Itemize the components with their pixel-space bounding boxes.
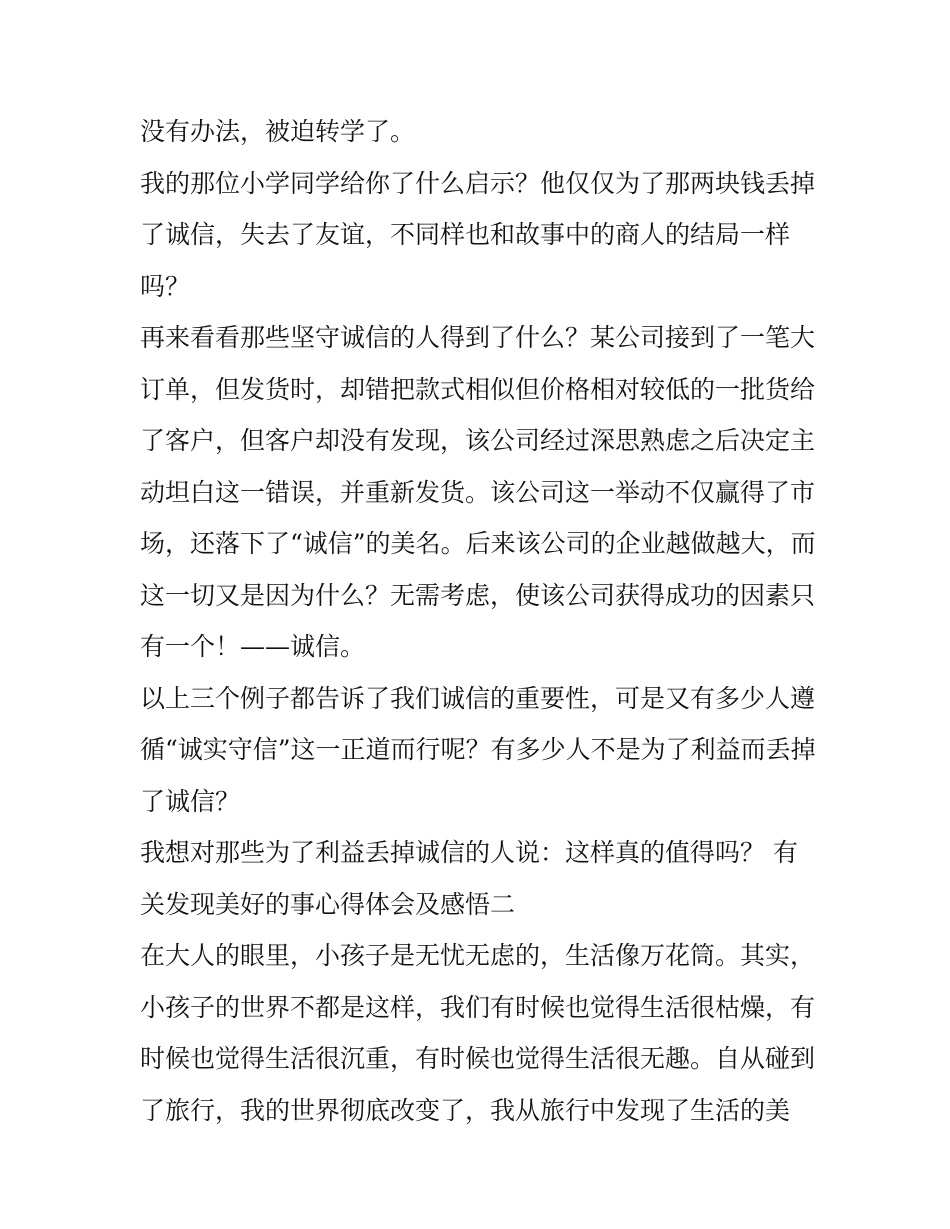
text-line: 订单，但发货时，却错把款式相似但价格相对较低的一批货给	[140, 374, 816, 404]
text-line: 吗？	[140, 271, 191, 301]
text-line: 有一个！——诚信。	[140, 632, 366, 661]
text-line: 再来看看那些坚守诚信的人得到了什么？某公司接到了一笔大	[140, 323, 816, 352]
text-line: 在大人的眼里，小孩子是无忧无虑的，生活像万花筒。其实，	[140, 941, 816, 970]
text-line: 我想对那些为了利益丢掉诚信的人说：这样真的值得吗？ 有	[140, 838, 798, 867]
text-line: 这一切又是因为什么？无需考虑，使该公司获得成功的因素只	[140, 580, 816, 610]
text-line: 场，还落下了“诚信”的美名。后来该公司的企业越做越大，而	[140, 529, 816, 558]
text-line: 循“诚实守信”这一正道而行呢？有多少人不是为了利益而丢掉	[140, 735, 816, 764]
text-line: 动坦白这一错误，并重新发货。该公司这一举动不仅赢得了市	[140, 477, 816, 507]
text-line: 我的那位小学同学给你了什么启示？他仅仅为了那两块钱丢掉	[140, 168, 816, 198]
text-line: 小孩子的世界不都是这样，我们有时候也觉得生活很枯燥，有	[140, 992, 816, 1022]
text-line: 没有办法，被迫转学了。	[140, 117, 416, 146]
text-line: 时候也觉得生活很沉重，有时候也觉得生活很无趣。自从碰到	[140, 1044, 816, 1073]
text-line: 了旅行，我的世界彻底改变了，我从旅行中发现了生活的美	[140, 1095, 791, 1125]
text-line: 关发现美好的事心得体会及感悟二	[140, 889, 516, 919]
text-line: 以上三个例子都告诉了我们诚信的重要性，可是又有多少人遵	[140, 683, 816, 713]
text-line: 了诚信？	[140, 786, 241, 816]
text-line: 了诚信，失去了友谊，不同样也和故事中的商人的结局一样	[140, 220, 791, 249]
text-line: 了客户，但客户却没有发现，该公司经过深思熟虑之后决定主	[140, 426, 816, 455]
body-text	[140, 106, 820, 1136]
